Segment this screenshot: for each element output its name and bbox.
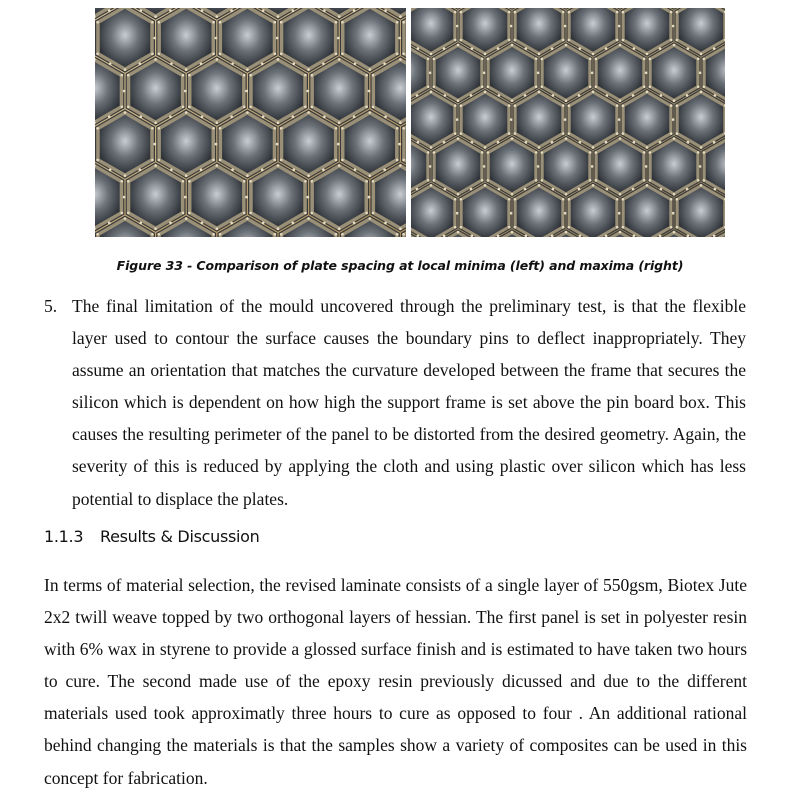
photo-local-minima — [95, 8, 406, 237]
hexagon-plates-image-right — [411, 8, 725, 237]
figure-33 — [95, 8, 725, 238]
figure-caption: Figure 33 - Comparison of plate spacing at local minima (left) and maxima (right) — [116, 258, 684, 273]
hexagon-plates-image-left — [95, 8, 406, 237]
numbered-list-item — [44, 290, 746, 515]
body-paragraph: In terms of material selection, the revised laminate consists of a single layer of 550gsm, Biotex Jute 2x2 twill weave topped by two orthogonal layers of hessian. The first panel is set in polyester resin with 6% wax in styrene to provide a glossed surface finish and is estimated to have taken two hours to cure. The second made use of the epoxy resin previously dicussed and due to the different materials used took approximatly three hours to cure as opposed to four . An additional rational behind changing the materials is that the samples show a variety of composites can be used in this concept for fabrication. — [44, 575, 747, 788]
section-number: 1.1.3 — [44, 527, 84, 546]
section-heading — [44, 527, 260, 546]
list-number: 5. — [44, 296, 58, 316]
list-item-text: The final limitation of the mould uncovered through the preliminary test, is that the flexible layer used to contour the surface causes the boundary pins to deflect inappropriately. They assume an orientation that matches the curvature developed between the frame that secures the silicon which is dependent on how high the support frame is set above the pin board box. This causes the resulting perimeter of the panel to be distorted from the desired geometry. Again, the severity of this is reduced by applying the cloth and using plastic over silicon which has less potential to displace the plates. — [72, 296, 746, 509]
photo-local-maxima — [411, 8, 725, 237]
section-title: Results & Discussion — [100, 527, 260, 546]
